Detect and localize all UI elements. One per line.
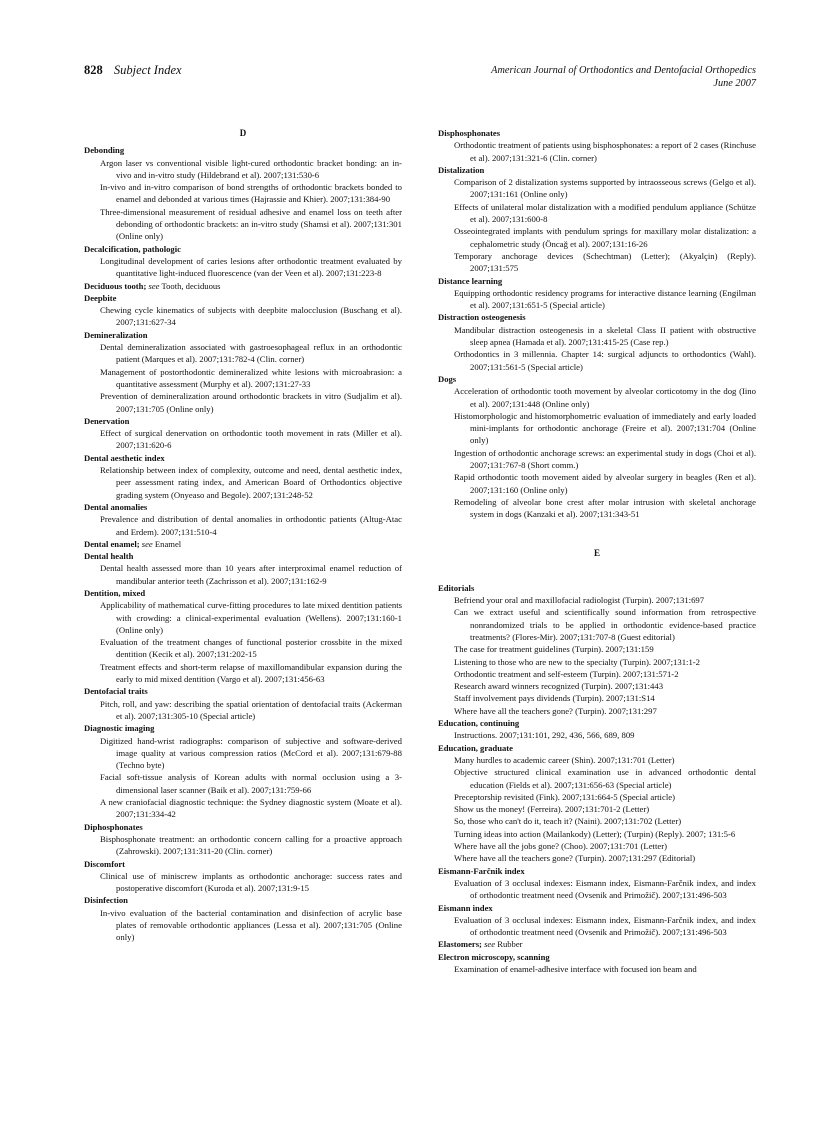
index-term (84, 243, 402, 255)
index-term-label: Debonding (84, 145, 125, 156)
index-entry: Argon laser vs conventional visible light-cured orthodontic bracket bonding: an in-vivo and in-vitro study (Hildebrand et al). 2007;131:530-6 (100, 157, 402, 180)
right-index-groups-d (438, 127, 756, 521)
index-term (438, 311, 756, 323)
right-column (438, 127, 756, 975)
index-entry: Orthodontics in 3 millennia. Chapter 14: surgical adjuncts to orthodontics (Wahl). 2007;131:561-5 (Special article) (454, 349, 756, 372)
index-entry: Mandibular distraction osteogenesis in a skeletal Class II patient with obstructive sleep apnea (Hamada et al). 2007;131:415-25 (Case rep.) (454, 324, 756, 348)
index-term-label: Eismann-Farčnik index (438, 865, 525, 876)
index-entry: The case for treatment guidelines (Turpin). 2007;131:159 (454, 644, 654, 655)
index-term (84, 538, 402, 550)
index-term-label: Discomfort (84, 858, 126, 869)
index-term (438, 742, 756, 754)
index-term (84, 685, 402, 697)
index-entry: Dental health assessed more than 10 years after interproximal enamel reduction of mandibular anterior teeth (Zachrisson et al). 2007;131:162-9 (100, 563, 402, 586)
journal-title: American Journal of Orthodontics and Dentofacial Orthopedics (491, 65, 756, 76)
index-term (84, 821, 402, 833)
index-term (84, 858, 402, 870)
see-target: Enamel (154, 538, 182, 549)
index-entry: Prevalence and distribution of dental anomalies in orthodontic patients (Altug-Atac and Erdem). 2007;131:510-4 (100, 514, 402, 537)
index-entry: Applicability of mathematical curve-fitting procedures to late mixed dentition patients with crowding: a clinical-experimental evaluation (Wellens). 2007;131:160-1 (Online only) (100, 600, 402, 635)
index-entry: Histomorphologic and histomorphometric evaluation of immediately and early loaded mini-implants for orthodontic anchorage (Freire et al). 2007;131:704 (Online only) (454, 410, 756, 446)
index-term-label: Distance learning (438, 275, 503, 286)
index-term (438, 582, 756, 594)
index-entry: Acceleration of orthodontic tooth movement by alveolar corticotomy in the dog (Iino et al). 2007;131:448 (Online only) (454, 386, 756, 409)
index-term-label: Disphosphonates (438, 128, 501, 138)
index-entry: Evaluation of 3 occlusal indexes: Eismann index, Eismann-Farčnik index, and index of orthodontic treatment need (Ovsenik and Primožič). 2007;131:496-503 (454, 914, 756, 938)
index-entry: Effects of unilateral molar distalization with a modified pendulum appliance (Schütze et al). 2007;131:600-8 (454, 201, 756, 225)
index-term-label: Electron microscopy, scanning (438, 951, 550, 962)
index-term-label: Demineralization (84, 329, 148, 340)
index-term-label: Decalcification, pathologic (84, 243, 181, 254)
index-term (438, 902, 756, 914)
index-entry: Preceptorship revisited (Fink). 2007;131:664-5 (Special article) (454, 791, 675, 802)
index-entry: Treatment effects and short-term relapse of maxillomandibular expansion during the early to mid mixed dentition (Vargo et al). 2007;131:456-63 (100, 661, 402, 685)
see-word: see (484, 939, 496, 950)
index-term (438, 164, 756, 176)
index-term (84, 329, 402, 341)
index-term-label: Dental anomalies (84, 501, 148, 512)
page-header-left (84, 63, 182, 78)
index-term-label: Distalization (438, 164, 485, 175)
index-entry: Management of postorthodontic demineralized white lesions with microabrasion: a quantitative assessment (Murphy et al). 2007;131:27-33 (100, 366, 402, 389)
index-entry: Staff involvement pays dividends (Turpin). 2007;131:S14 (454, 693, 655, 704)
index-term (84, 144, 402, 156)
index-letter-d: D (239, 128, 247, 138)
right-index-groups-e (438, 582, 756, 976)
index-entry: A new craniofacial diagnostic technique: the Sydney diagnostic system (Moate et al). 2007;131:334-42 (100, 797, 402, 820)
index-entry: Can we extract useful and scientifically sound information from retrospective nonrandomized trials to be applied in orthodontic evidence-based practice treatments? (Flores-Mir). 2007;131:707-8 (Guest editorial) (454, 607, 756, 642)
index-term-label: Dogs (438, 373, 457, 384)
left-index-groups (84, 144, 402, 943)
index-entry: Equipping orthodontic residency programs for interactive distance learning (Engilman et al). 2007;131:651-5 (Special article) (454, 287, 756, 311)
index-term-label: Disinfection (84, 895, 128, 906)
index-term-label: Deciduous tooth; (84, 280, 147, 291)
index-term-label: Dental aesthetic index (84, 452, 165, 463)
index-term-label: Editorials (438, 582, 475, 593)
index-term-label: Education, continuing (438, 718, 520, 729)
index-entry: So, those who can't do it, teach it? (Naini). 2007;131:702 (Letter) (454, 816, 682, 827)
index-term (84, 894, 402, 906)
index-term (84, 452, 402, 464)
index-term (84, 415, 402, 427)
see-reference (146, 281, 220, 291)
index-entry: Befriend your oral and maxillofacial radiologist (Turpin). 2007;131:697 (454, 595, 705, 606)
issue-date: June 2007 (713, 78, 756, 89)
index-term-label: Dentition, mixed (84, 587, 146, 598)
index-term (438, 938, 756, 950)
index-entry: Evaluation of the treatment changes of functional posterior crossbite in the mixed dentition (Kecik et al). 2007;131:202-15 (100, 637, 402, 660)
index-entry: Examination of enamel-adhesive interface with focused ion beam and (454, 964, 697, 974)
index-entry: Temporary anchorage devices (Schechtman) (Letter); (Akyalçin) (Reply). 2007;131:575 (454, 250, 756, 274)
index-entry: Turning ideas into action (Mailankody) (Letter); (Turpin) (Reply). 2007; 131:5-6 (454, 828, 736, 839)
index-entry: Osseointegrated implants with pendulum springs for maxillary molar distalization: a cephalometric study (Öncağ et al). 2007;131:16-26 (454, 226, 756, 249)
index-entry: Ingestion of orthodontic anchorage screws: an experimental study in dogs (Choi et al). 2007;131:767-8 (Short comm.) (454, 447, 756, 471)
index-entry: Longitudinal development of caries lesions after orthodontic treatment evaluated by quantitative light-induced fluorescence (van der Veen et al). 2007;131:223-8 (100, 255, 402, 279)
see-reference (482, 939, 523, 949)
index-entry: Relationship between index of complexity, outcome and need, dental aesthetic index, peer assessment rating index, and American Board of Orthodontics objective grading system (Onyeaso and Begole). 2007;131:248-52 (100, 465, 402, 500)
see-word: see (148, 280, 160, 291)
index-term-label: Diphosphonates (84, 821, 143, 832)
index-entry: Bisphosphonate treatment: an orthodontic concern calling for a proactive approach (Zahrowski). 2007;131:311-20 (Clin. corner) (100, 833, 402, 857)
index-term-label: Diagnostic imaging (84, 723, 155, 734)
left-column (84, 127, 402, 944)
index-entry: Effect of surgical denervation on orthodontic tooth movement in rats (Miller et al). 2007;131:620-6 (100, 428, 402, 451)
index-term-label: Dental enamel; (84, 538, 140, 549)
index-term (84, 292, 402, 304)
index-term (438, 127, 756, 139)
see-reference (140, 539, 182, 549)
index-entry: Objective structured clinical examination use in advanced orthodontic dental education (Fields et al). 2007;131:656-63 (Special article) (454, 767, 756, 790)
index-entry: Evaluation of 3 occlusal indexes: Eismann index, Eismann-Farčnik index, and index of orthodontic treatment need (Ovsenik and Primožič). 2007;131:496-503 (454, 877, 756, 901)
page-number: 828 (84, 63, 103, 77)
see-target: Tooth, deciduous (161, 280, 221, 291)
index-entry: Orthodontic treatment and self-esteem (Turpin). 2007;131:571-2 (454, 668, 679, 679)
index-entry: Pitch, roll, and yaw: describing the spatial orientation of dentofacial traits (Ackerman et al). 2007;131:305-10 (Special article) (100, 698, 402, 721)
index-entry: Where have all the teachers gone? (Turpin). 2007;131:297 (454, 705, 657, 716)
index-entry: Chewing cycle kinematics of subjects with deepbite malocclusion (Buschang et al). 2007;131:627-34 (100, 305, 402, 328)
index-term (438, 717, 756, 729)
index-term-label: Dentofacial traits (84, 686, 148, 697)
index-term-label: Elastomers; (438, 939, 482, 950)
see-word: see (141, 538, 153, 549)
index-term (84, 550, 402, 562)
index-term (84, 501, 402, 513)
index-entry: Show us the money! (Ferreira). 2007;131:701-2 (Letter) (454, 804, 650, 815)
index-entry: In-vivo and in-vitro comparison of bond strengths of orthodontic brackets bonded to enamel and debonded at various times (Hajrassie and Khier). 2007;131:384-90 (100, 182, 402, 205)
index-entry: Where have all the teachers gone? (Turpin). 2007;131:297 (Editorial) (454, 853, 696, 864)
index-term (438, 951, 756, 963)
index-term-label: Education, graduate (438, 742, 513, 753)
index-term (84, 587, 402, 599)
index-term-label: Eismann index (438, 902, 493, 913)
index-term (438, 275, 756, 287)
index-entry: Remodeling of alveolar bone crest after molar intrusion with skeletal anchorage system in dogs (Kanzaki et al). 2007;131:343-51 (454, 496, 756, 520)
index-entry: Instructions. 2007;131:101, 292, 436, 566, 689, 809 (454, 730, 635, 741)
index-term-label: Denervation (84, 415, 130, 426)
index-entry: Research award winners recognized (Turpin). 2007;131:443 (454, 681, 664, 692)
index-entry: Rapid orthodontic tooth movement aided by alveolar surgery in beagles (Ren et al). 2007;131:160 (Online only) (454, 472, 756, 495)
index-entry: Dental demineralization associated with gastroesophageal reflux in an orthodontic patient (Marques et al). 2007;131:782-4 (Clin. corner) (100, 342, 402, 365)
index-term (438, 373, 756, 385)
index-term-label: Dental health (84, 551, 134, 562)
index-term (84, 722, 402, 734)
index-entry: Listening to those who are new to the specialty (Turpin). 2007;131:1-2 (454, 656, 701, 667)
index-entry: Facial soft-tissue analysis of Korean adults with normal occlusion using a 3-dimensional laser scanner (Baik et al). 2007;131:759-66 (100, 772, 402, 795)
index-entry: Clinical use of miniscrew implants as orthodontic anchorage: success rates and postoperative discomfort (Kuroda et al). 2007;131:9-15 (100, 870, 402, 894)
index-entry: Many hurdles to academic career (Shin). 2007;131:701 (Letter) (454, 754, 675, 765)
index-entry: Digitized hand-wrist radiographs: comparison of subjective and software-derived image quality at various compression ratios (McCord et al). 2007;131:679-88 (Techno byte) (100, 735, 402, 771)
index-entry: Where have all the jobs gone? (Choo). 2007;131:701 (Letter) (454, 841, 668, 852)
index-term (438, 865, 756, 877)
index-letter-e: E (593, 547, 600, 558)
index-entry: Prevention of demineralization around orthodontic brackets in vitro (Sudjalim et al). 2007;131:705 (Online only) (100, 391, 402, 414)
index-entry: Three-dimensional measurement of residual adhesive and enamel loss on teeth after debonding of orthodontic brackets: an in-vitro study (Shamsi et al). 2007;131:301 (Online only) (100, 206, 402, 242)
index-term-label: Deepbite (84, 292, 117, 303)
see-target: Rubber (497, 939, 523, 950)
index-term-label: Distraction osteogenesis (438, 312, 526, 323)
page-header-right (396, 64, 756, 90)
section-title: Subject Index (113, 63, 182, 77)
index-entry: Orthodontic treatment of patients using bisphosphonates: a report of 2 cases (Rinchuse et al). 2007;131:321-6 (Clin. corner) (454, 140, 756, 163)
index-entry: Comparison of 2 distalization systems supported by intraosseous screws (Gelgo et al). 2007;131:161 (Online only) (454, 177, 756, 200)
index-term (84, 280, 402, 292)
index-entry: In-vivo evaluation of the bacterial contamination and disinfection of acrylic base plates of removable orthodontic appliances (Lessa et al). 2007;131:705 (Online only) (100, 907, 402, 943)
